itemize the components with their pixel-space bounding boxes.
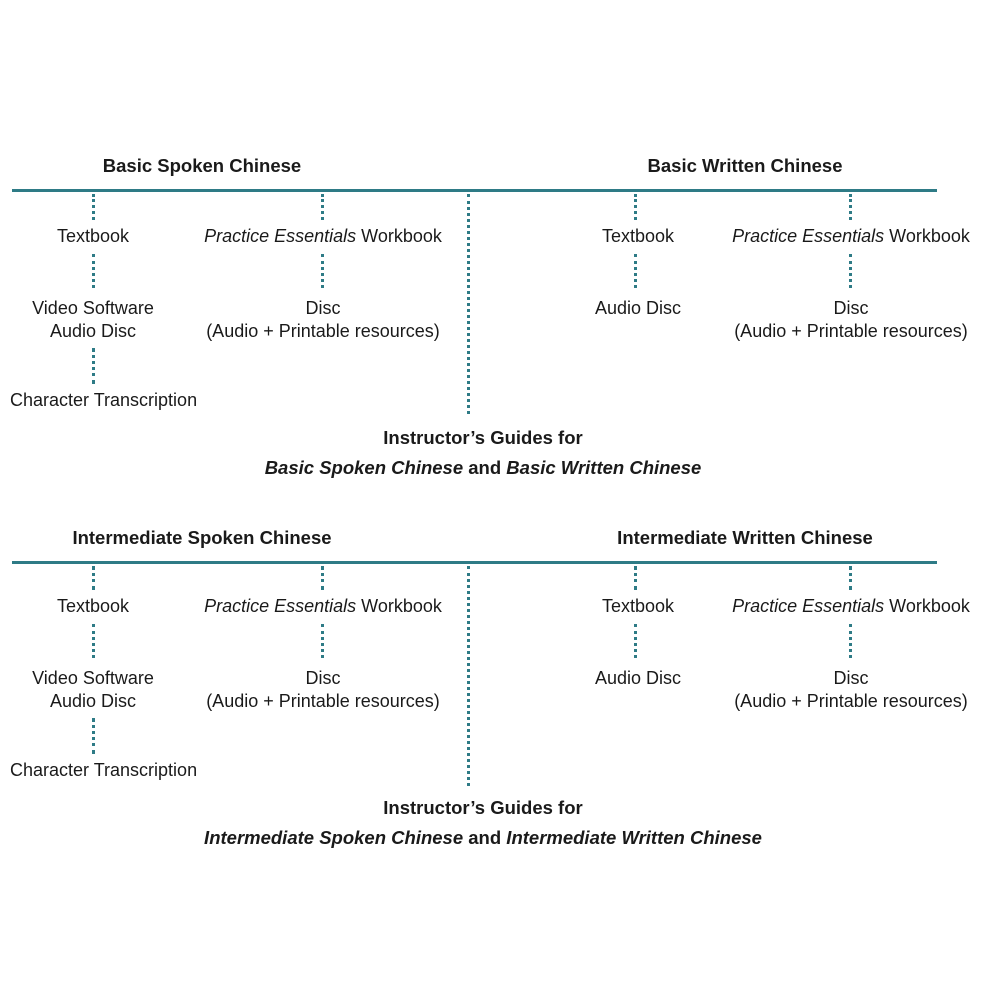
- written-workbook: [732, 225, 970, 248]
- spoken-disc: Disc: [305, 298, 341, 318]
- instructor-guide-titles: [265, 456, 702, 479]
- spoken-video-software: Video Software: [32, 298, 154, 318]
- written-workbook: [732, 595, 970, 618]
- spoken-character-transcription: Character Transcription: [10, 760, 198, 780]
- connector: [92, 194, 95, 220]
- spoken-title: Intermediate Spoken Chinese: [72, 527, 332, 548]
- connector: [634, 254, 637, 288]
- workbook-rest: Workbook: [356, 226, 442, 246]
- spoken-disc-detail: (Audio + Printable resources): [206, 321, 440, 341]
- connector: [634, 194, 637, 220]
- written-audio-disc: Audio Disc: [594, 298, 682, 318]
- workbook-rest: Workbook: [884, 596, 970, 616]
- workbook-italic: Practice Essentials: [732, 596, 885, 616]
- connector: [321, 254, 324, 288]
- written-disc-detail: (Audio + Printable resources): [734, 691, 968, 711]
- section-divider-line: [12, 561, 937, 564]
- connector: [849, 624, 852, 658]
- written-title: Intermediate Written Chinese: [617, 527, 873, 548]
- instructor-guide-heading: Instructor’s Guides for: [383, 797, 583, 818]
- guide-title-written: Basic Written Chinese: [506, 457, 702, 478]
- connector: [92, 718, 95, 754]
- written-title: Basic Written Chinese: [647, 155, 843, 176]
- guide-connector: [467, 194, 470, 414]
- instructor-guide-heading: Instructor’s Guides for: [383, 427, 583, 448]
- connector: [92, 254, 95, 288]
- spoken-audio-disc: Audio Disc: [49, 321, 137, 341]
- connector: [634, 566, 637, 590]
- spoken-disc: Disc: [305, 668, 341, 688]
- written-disc: Disc: [833, 298, 869, 318]
- instructor-guide-titles: [204, 826, 762, 849]
- workbook-italic: Practice Essentials: [204, 226, 357, 246]
- written-audio-disc: Audio Disc: [594, 668, 682, 688]
- spoken-video-software: Video Software: [32, 668, 154, 688]
- written-disc-detail: (Audio + Printable resources): [734, 321, 968, 341]
- written-disc: Disc: [833, 668, 869, 688]
- spoken-character-transcription: Character Transcription: [10, 390, 198, 410]
- workbook-rest: Workbook: [356, 596, 442, 616]
- guide-title-written: Intermediate Written Chinese: [506, 827, 762, 848]
- connector: [92, 624, 95, 658]
- spoken-workbook: [204, 595, 442, 618]
- spoken-textbook: Textbook: [56, 596, 130, 616]
- workbook-rest: Workbook: [884, 226, 970, 246]
- workbook-italic: Practice Essentials: [204, 596, 357, 616]
- written-textbook: Textbook: [601, 596, 675, 616]
- spoken-title: Basic Spoken Chinese: [102, 155, 302, 176]
- spoken-disc-detail: (Audio + Printable resources): [206, 691, 440, 711]
- guide-connector: [467, 566, 470, 786]
- spoken-textbook: Textbook: [56, 226, 130, 246]
- guide-and: and: [463, 457, 507, 478]
- connector: [321, 194, 324, 220]
- guide-title-spoken: Intermediate Spoken Chinese: [204, 827, 464, 848]
- guide-title-spoken: Basic Spoken Chinese: [264, 457, 464, 478]
- connector: [849, 254, 852, 288]
- spoken-workbook: [204, 225, 442, 248]
- workbook-italic: Practice Essentials: [732, 226, 885, 246]
- guide-and: and: [463, 827, 507, 848]
- connector: [849, 566, 852, 590]
- connector: [321, 624, 324, 658]
- connector: [92, 348, 95, 384]
- connector: [92, 566, 95, 590]
- connector: [321, 566, 324, 590]
- section-divider-line: [12, 189, 937, 192]
- written-textbook: Textbook: [601, 226, 675, 246]
- connector: [849, 194, 852, 220]
- spoken-audio-disc: Audio Disc: [49, 691, 137, 711]
- connector: [634, 624, 637, 658]
